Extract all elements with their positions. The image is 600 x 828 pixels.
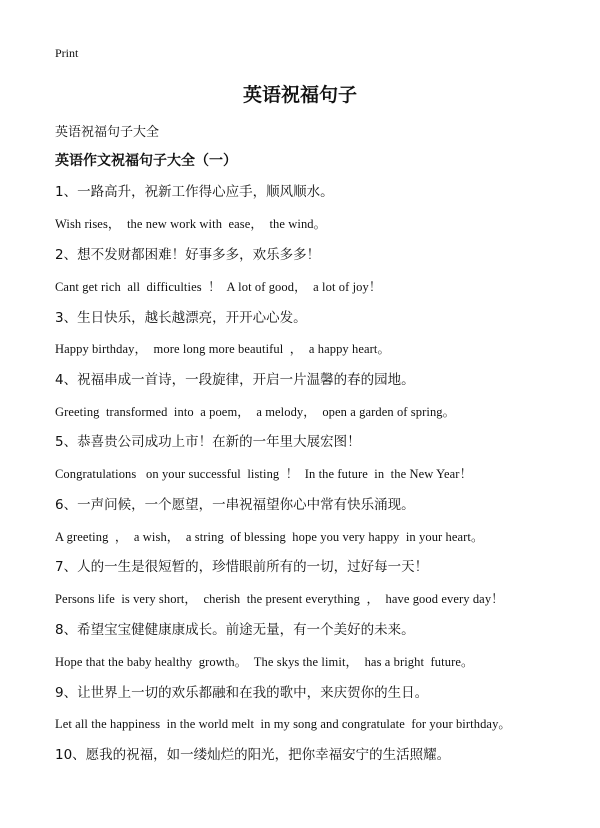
- entry-7-english: Persons life is very short， cherish the present everything ， have good every day！: [55, 592, 504, 606]
- entry-4-english: Greeting transformed into a poem， a melody， open a garden of spring。: [55, 405, 456, 419]
- entry-7-chinese: 7、人的一生是很短暂的，珍惜眼前所有的一切，过好每一天！: [55, 559, 429, 575]
- entry-6-chinese: 6、一声问候，一个愿望，一串祝福望你心中常有快乐涌现。: [55, 497, 415, 513]
- entry-2-chinese: 2、想不发财都困难！好事多多，欢乐多多！: [55, 247, 321, 263]
- entry-3-english: Happy birthday， more long more beautiful ， a happy heart。: [55, 342, 391, 356]
- subtitle: 英语祝福句子大全: [55, 125, 160, 140]
- entry-9-chinese: 9、让世界上一切的欢乐都融和在我的歌中，来庆贺你的生日。: [55, 685, 429, 701]
- entry-3-chinese: 3、生日快乐，越长越漂亮，开开心心发。: [55, 310, 307, 326]
- entry-9-english: Let all the happiness in the world melt in my song and congratulate for your birthday。: [55, 717, 512, 731]
- entry-4-chinese: 4、祝福串成一首诗，一段旋律，开启一片温馨的春的园地。: [55, 372, 415, 388]
- entry-5-english: Congratulations on your successful listing ！ In the future in the New Year！: [55, 467, 473, 481]
- page-title: 英语祝福句子: [242, 84, 357, 106]
- entry-1-chinese: 1、一路高升，祝新工作得心应手，顺风顺水。: [55, 184, 334, 200]
- entry-6-english: A greeting ， a wish， a string of blessing hope you very happy in your heart。: [55, 530, 484, 544]
- print-label: Print: [55, 46, 79, 60]
- entry-8-english: Hope that the baby healthy growth。 The skys the limit， has a bright future。: [55, 655, 474, 669]
- section-heading: 英语作文祝福句子大全（一）: [55, 153, 237, 169]
- entry-8-chinese: 8、希望宝宝健健康康成长。前途无量，有一个美好的未来。: [55, 622, 415, 638]
- entry-1-english: Wish rises， the new work with ease， the wind。: [55, 217, 327, 231]
- entry-10-chinese: 10、愿我的祝福，如一缕灿烂的阳光，把你幸福安宁的生活照耀。: [55, 747, 451, 763]
- entry-2-english: Cant get rich all difficulties ！ A lot of good， a lot of joy！: [55, 280, 382, 294]
- entry-5-chinese: 5、恭喜贵公司成功上市！在新的一年里大展宏图！: [55, 434, 361, 450]
